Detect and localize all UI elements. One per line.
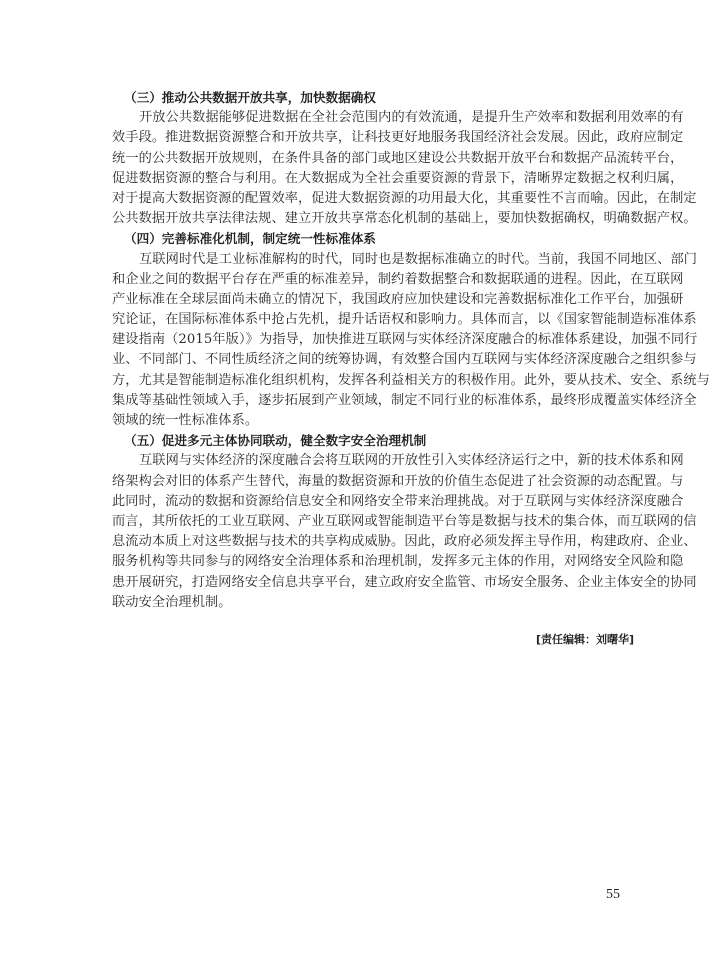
paragraph-line: 对于提高大数据资源的配置效率，促进大数据资源的功用最大化，其重要性不言而喻。因此，在制定 bbox=[112, 190, 697, 206]
paragraph-line: 建设指南（2015年版）》为指导，加快推进互联网与实体经济深度融合的标准体系建设，加强不同行 bbox=[112, 332, 698, 348]
paragraph-line: 究论证，在国际标准体系中抢占先机，提升话语权和影响力。具体而言，以《国家智能制造标准体系 bbox=[112, 312, 697, 328]
paragraph-line: 息流动本质上对这些数据与技术的共享构成威胁。因此，政府必须发挥主导作用，构建政府、企业、 bbox=[112, 534, 697, 550]
section-3 bbox=[112, 88, 697, 229]
page-number: 55 bbox=[606, 887, 620, 902]
paragraph-line: 领域的统一性标准体系。 bbox=[112, 413, 259, 428]
paragraph-line: 此同时，流动的数据和资源给信息安全和网络安全带来治理挑战。对于互联网与实体经济深度融合 bbox=[112, 493, 684, 509]
responsible-editor-note: [责任编辑：刘曙华] bbox=[535, 633, 634, 646]
paragraph-line: 互联网与实体经济的深度融合会将互联网的开放性引入实体经济运行之中，新的技术体系和网 bbox=[139, 453, 684, 469]
paragraph-line: 和企业之间的数据平台存在严重的标准差异，制约着数据整合和数据联通的进程。因此，在互联网 bbox=[112, 271, 684, 287]
section-heading: （三）推动公共数据开放共享，加快数据确权 bbox=[124, 90, 376, 105]
paragraph-line: 方，尤其是智能制造标准化组织机构，发挥各利益相关方的积极作用。此外，要从技术、安全、系统与 bbox=[112, 372, 710, 388]
paragraph-line: 络架构会对旧的体系产生替代，海量的数据资源和开放的价值生态促进了社会资源的动态配置。与 bbox=[112, 473, 684, 489]
article-body bbox=[112, 88, 710, 613]
paragraph-line: 互联网时代是工业标准解构的时代，同时也是数据标准确立的时代。当前，我国不同地区、部门 bbox=[139, 251, 698, 267]
paragraph-line: 业、不同部门、不同性质经济之间的统筹协调，有效整合国内互联网与实体经济深度融合之组织参与 bbox=[112, 352, 697, 368]
paragraph-line: 公共数据开放共享法律法规、建立开放共享常态化机制的基础上，要加快数据确权，明确数据产权。 bbox=[112, 211, 697, 227]
paragraph-line: 服务机构等共同参与的网络安全治理体系和治理机制，发挥多元主体的作用，对网络安全风险和隐 bbox=[112, 554, 684, 570]
section-5 bbox=[112, 431, 697, 613]
paragraph-line: 而言，其所依托的工业互联网、产业互联网或智能制造平台等是数据与技术的集合体，而互联网的信 bbox=[112, 513, 697, 529]
paragraph-line: 效手段。推进数据资源整合和开放共享，让科技更好地服务我国经济社会发展。因此，政府应制定 bbox=[112, 130, 684, 146]
paragraph-line: 产业标准在全球层面尚未确立的情况下，我国政府应加快建设和完善数据标准化工作平台，加强研 bbox=[112, 291, 684, 307]
section-heading: （五）促进多元主体协同联动，健全数字安全治理机制 bbox=[124, 433, 427, 449]
paragraph-line: 患开展研究，打造网络安全信息共享平台，建立政府安全监管、市场安全服务、企业主体安全的协同 bbox=[112, 574, 697, 590]
paragraph-line: 促进数据资源的整合与利用。在大数据成为全社会重要资源的背景下，清晰界定数据之权利归属， bbox=[112, 170, 684, 186]
paragraph-line: 统一的公共数据开放规则，在条件具备的部门或地区建设公共数据开放平台和数据产品流转平台， bbox=[112, 150, 684, 166]
paragraph-line: 联动安全治理机制。 bbox=[112, 594, 232, 610]
paragraph-line: 集成等基础性领域入手，逐步拓展到产业领域，制定不同行业的标准体系，最终形成覆盖实体经济全 bbox=[112, 392, 697, 408]
paragraph-line: 开放公共数据能够促进数据在全社会范围内的有效流通，是提升生产效率和数据利用效率的有 bbox=[139, 110, 684, 126]
section-4 bbox=[112, 229, 710, 431]
section-heading: （四）完善标准化机制，制定统一性标准体系 bbox=[124, 231, 376, 247]
